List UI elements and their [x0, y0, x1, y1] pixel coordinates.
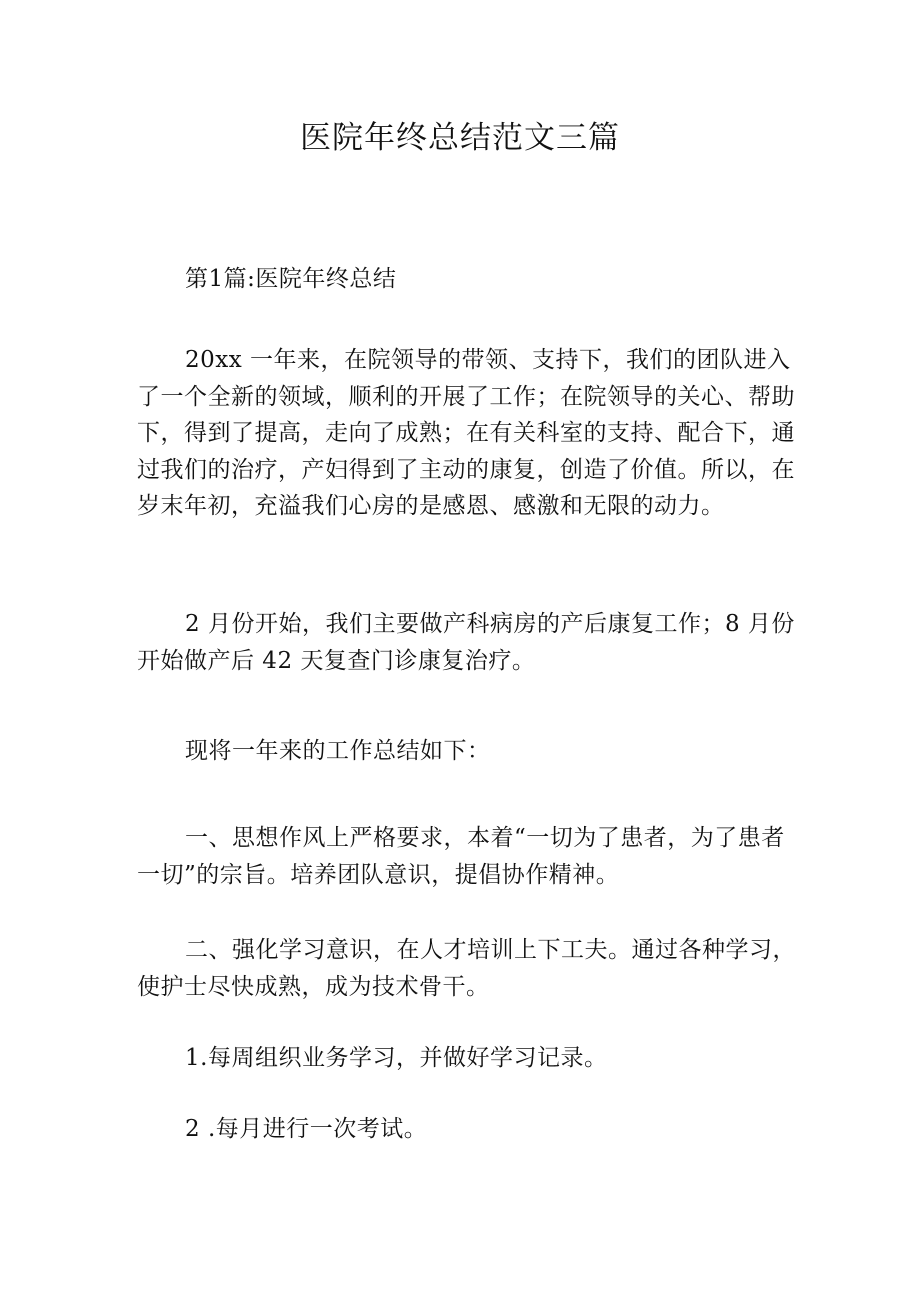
paragraph-intro	[137, 342, 795, 525]
paragraph-line: 下，得到了提高，走向了成熟；在有关科室的支持、配合下，通	[137, 420, 795, 446]
paragraph-line: 了一个全新的领域，顺利的开展了工作；在院领导的关心、帮助	[137, 383, 795, 410]
paragraph-line: 二、强化学习意识，在人才培训上下工夫。通过各种学习，	[185, 937, 796, 963]
paragraph-work-scope	[137, 606, 795, 679]
list-item-weekly-study: 1.每周组织业务学习，并做好学习记录。	[185, 1045, 608, 1071]
paragraph-line: 一切”的宗旨。培养团队意识，提倡协作精神。	[137, 861, 620, 888]
paragraph-line: 20xx 一年来，在院领导的带领、支持下，我们的团队进入	[185, 347, 791, 373]
paragraph-summary-intro: 现将一年来的工作总结如下：	[185, 738, 491, 764]
paragraph-line: 过我们的治疗，产妇得到了主动的康复，创造了价值。所以，在	[137, 456, 795, 483]
paragraph-point-one	[137, 820, 785, 893]
paragraph-line: 岁末年初，充溢我们心房的是感恩、感激和无限的动力。	[137, 493, 725, 519]
paragraph-line: 一、思想作风上严格要求，本着“一切为了患者，为了患者	[185, 825, 785, 851]
paragraph-line: 使护士尽快成熟，成为技术骨干。	[137, 973, 490, 1000]
document-title: 医院年终总结范文三篇	[300, 120, 620, 156]
paragraph-line: 2 月份开始，我们主要做产科病房的产后康复工作；8 月份	[185, 611, 795, 637]
list-item-monthly-exam: 2 .每月进行一次考试。	[185, 1116, 428, 1142]
paragraph-line: 开始做产后 42 天复查门诊康复治疗。	[137, 647, 536, 674]
section-heading: 第1篇:医院年终总结	[185, 266, 397, 292]
paragraph-point-two	[137, 932, 796, 1005]
